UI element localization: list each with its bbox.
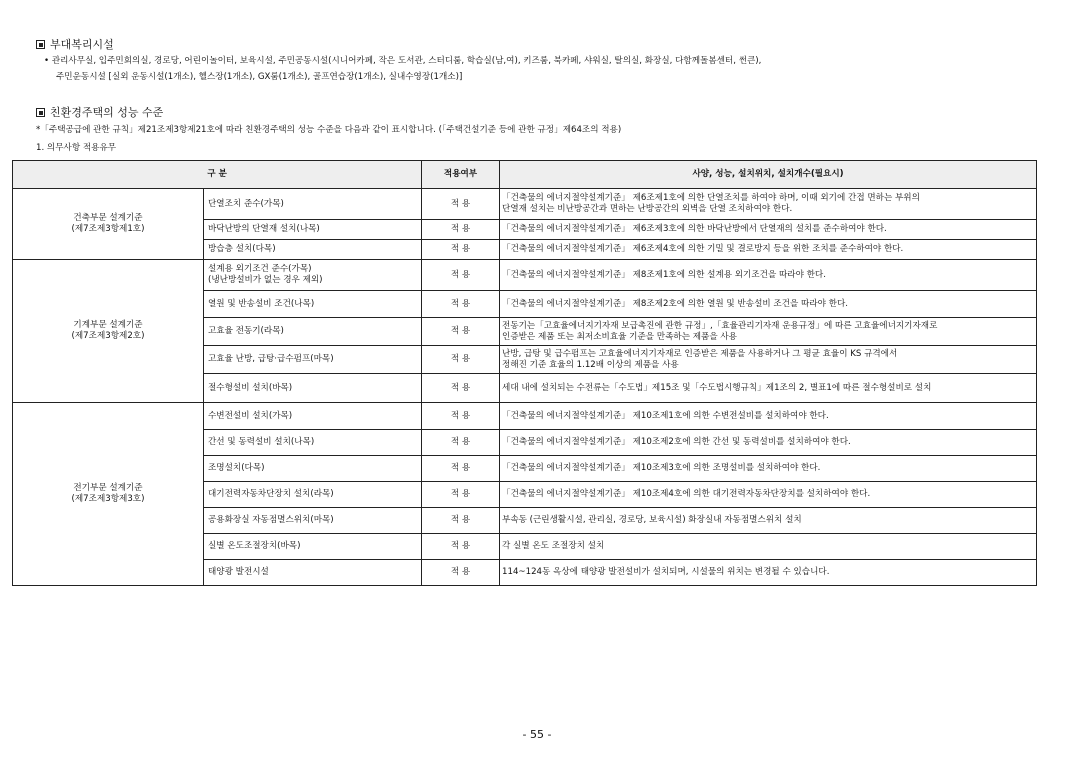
header-category: 구 분 [13,161,422,189]
item-cell: 열원 및 반송설비 조건(나목) [204,291,422,318]
details-cell: 「건축물의 에너지절약설계기준」 제10조제3호에 의한 조명설비를 설치하여야 한다. [500,456,1037,482]
applied-cell: 적 용 [422,374,500,403]
details-cell: 「건축물의 에너지절약설계기준」 제6조제3호에 의한 바닥난방에서 단열재의 설치를 준수하여야 한다. [500,220,1037,240]
square-bullet-icon [36,108,45,117]
details-cell [500,346,1037,374]
details-line-2: 정해진 기준 효율의 1.12배 이상의 제품을 사용 [502,359,679,370]
details-cell: 「건축물의 에너지절약설계기준」 제8조제2호에 의한 열원 및 반송설비 조건을 따라야 한다. [500,291,1037,318]
eco-note: *「주택공급에 관한 규칙」제21조제3항제21호에 따라 친환경주택의 성능 수준을 다음과 같이 표시합니다. (「주택건설기준 등에 관한 규정」제64조의 적용) [36,125,622,135]
eco-subheading: 1. 의무사항 적용유무 [36,143,117,153]
applied-cell: 적 용 [422,189,500,220]
item-cell: 고효율 난방, 급탕·급수펌프(마목) [204,346,422,374]
item-line-1: 설계용 외기조건 준수(가목) [208,264,312,274]
item-cell: 절수형설비 설치(바목) [204,374,422,403]
item-cell: 실별 온도조절장치(바목) [204,534,422,560]
facilities-line-1-text: 관리사무실, 입주민회의실, 경로당, 어린이놀이터, 보육시설, 주민공동시설(시니어카페, 작은 도서관, 스터디룸, 학습실(남,여), 키즈룸, 북카페, 샤워실, 탈의실, 화장실, 다함께돌봄센터, 썬큰), [51,56,762,66]
group-clause: (제7조제3항제3호) [71,494,145,504]
details-line-1: 난방, 급탕 및 급수펌프는 고효율에너지기자재로 인증받은 제품을 사용하거나 그 평균 효율이 KS 규격에서 [502,348,898,359]
details-cell: 각 실별 온도 조절장치 설치 [500,534,1037,560]
group-name: 전기부문 설계기준 [73,483,143,493]
facilities-heading [36,36,114,52]
item-cell: 고효율 전동기(라목) [204,318,422,346]
item-cell: 대기전력자동차단장치 설치(라목) [204,482,422,508]
requirements-table [12,160,1037,586]
item-cell: 수변전설비 설치(가목) [204,403,422,430]
group-cell-electrical [13,403,204,586]
details-line-1: 전동기는「고효율에너지기자재 보급촉진에 관한 규정」,「효율관리기자재 운용규정」에 따른 고효율에너지기자재로 [502,320,938,331]
details-cell: 세대 내에 설치되는 수전류는「수도법」제15조 및「수도법시행규칙」제1조의 2, 별표1에 따른 절수형설비로 설치 [500,374,1037,403]
group-clause: (제7조제3항제1호) [71,224,145,234]
bullet-dot-icon: • [44,56,50,66]
facilities-heading-text: 부대복리시설 [50,38,114,51]
item-cell [204,260,422,291]
item-cell: 바닥난방의 단열재 설치(나목) [204,220,422,240]
group-name: 건축부문 설계기준 [73,213,143,223]
details-line-2: 단열재 설치는 비난방공간과 면하는 난방공간의 외벽을 단열 조치하여야 한다. [502,204,793,214]
details-cell: 「건축물의 에너지절약설계기준」 제6조제4호에 의한 기밀 및 결로방지 등을 위한 조치를 준수하여야 한다. [500,240,1037,260]
applied-cell: 적 용 [422,560,500,586]
details-cell: 부속동 (근린생활시설, 관리실, 경로당, 보육시설) 화장실내 자동점멸스위치 설치 [500,508,1037,534]
details-cell: 「건축물의 에너지절약설계기준」 제8조제1호에 의한 설계용 외기조건을 따라야 한다. [500,260,1037,291]
applied-cell: 적 용 [422,220,500,240]
item-cell: 공용화장실 자동점멸스위치(마목) [204,508,422,534]
applied-cell: 적 용 [422,430,500,456]
page-number: - 55 - [522,728,552,741]
header-details: 사양, 성능, 설치위치, 설치개수(필요시) [500,161,1037,189]
group-name: 기계부문 설계기준 [73,320,143,330]
details-cell: 114~124동 옥상에 태양광 발전설비가 설치되며, 시설물의 위치는 변경될 수 있습니다. [500,560,1037,586]
item-cell: 조명설치(다목) [204,456,422,482]
item-cell: 태양광 발전시설 [204,560,422,586]
table-row [13,403,1037,430]
item-cell: 방습층 설치(다목) [204,240,422,260]
applied-cell: 적 용 [422,240,500,260]
applied-cell: 적 용 [422,346,500,374]
group-cell-mechanical [13,260,204,403]
facilities-line-2: 주민운동시설 [실외 운동시설(1개소), 헬스장(1개소), GX룸(1개소), 골프연습장(1개소), 실내수영장(1개소)] [56,72,463,82]
details-cell: 「건축물의 에너지절약설계기준」 제10조제2호에 의한 간선 및 동력설비를 설치하여야 한다. [500,430,1037,456]
table-row [13,260,1037,291]
details-line-1: 「건축물의 에너지절약설계기준」 제6조제1호에 의한 단열조치를 하여야 하며, 이때 외기에 간접 면하는 부위의 [502,193,920,203]
group-cell-architecture [13,189,204,260]
square-bullet-icon [36,40,45,49]
applied-cell: 적 용 [422,403,500,430]
item-line-2: (냉난방설비가 없는 경우 제외) [208,275,323,285]
applied-cell: 적 용 [422,260,500,291]
header-applied: 적용여부 [422,161,500,189]
details-line-2: 인증받은 제품 또는 최저소비효율 기준을 만족하는 제품을 사용 [502,331,737,342]
details-cell: 「건축물의 에너지절약설계기준」 제10조제1호에 의한 수변전설비를 설치하여야 한다. [500,403,1037,430]
applied-cell: 적 용 [422,456,500,482]
applied-cell: 적 용 [422,534,500,560]
table-row [13,189,1037,220]
facilities-line-1 [44,54,761,66]
eco-heading-text: 친환경주택의 성능 수준 [50,106,164,119]
applied-cell: 적 용 [422,508,500,534]
eco-heading [36,104,163,120]
applied-cell: 적 용 [422,482,500,508]
applied-cell: 적 용 [422,291,500,318]
details-cell: 「건축물의 에너지절약설계기준」 제10조제4호에 의한 대기전력자동차단장치를 설치하여야 한다. [500,482,1037,508]
table-header-row [13,161,1037,189]
item-cell: 간선 및 동력설비 설치(나목) [204,430,422,456]
applied-cell: 적 용 [422,318,500,346]
details-cell [500,189,1037,220]
details-cell [500,318,1037,346]
item-cell: 단열조치 준수(가목) [204,189,422,220]
group-clause: (제7조제3항제2호) [71,331,145,341]
